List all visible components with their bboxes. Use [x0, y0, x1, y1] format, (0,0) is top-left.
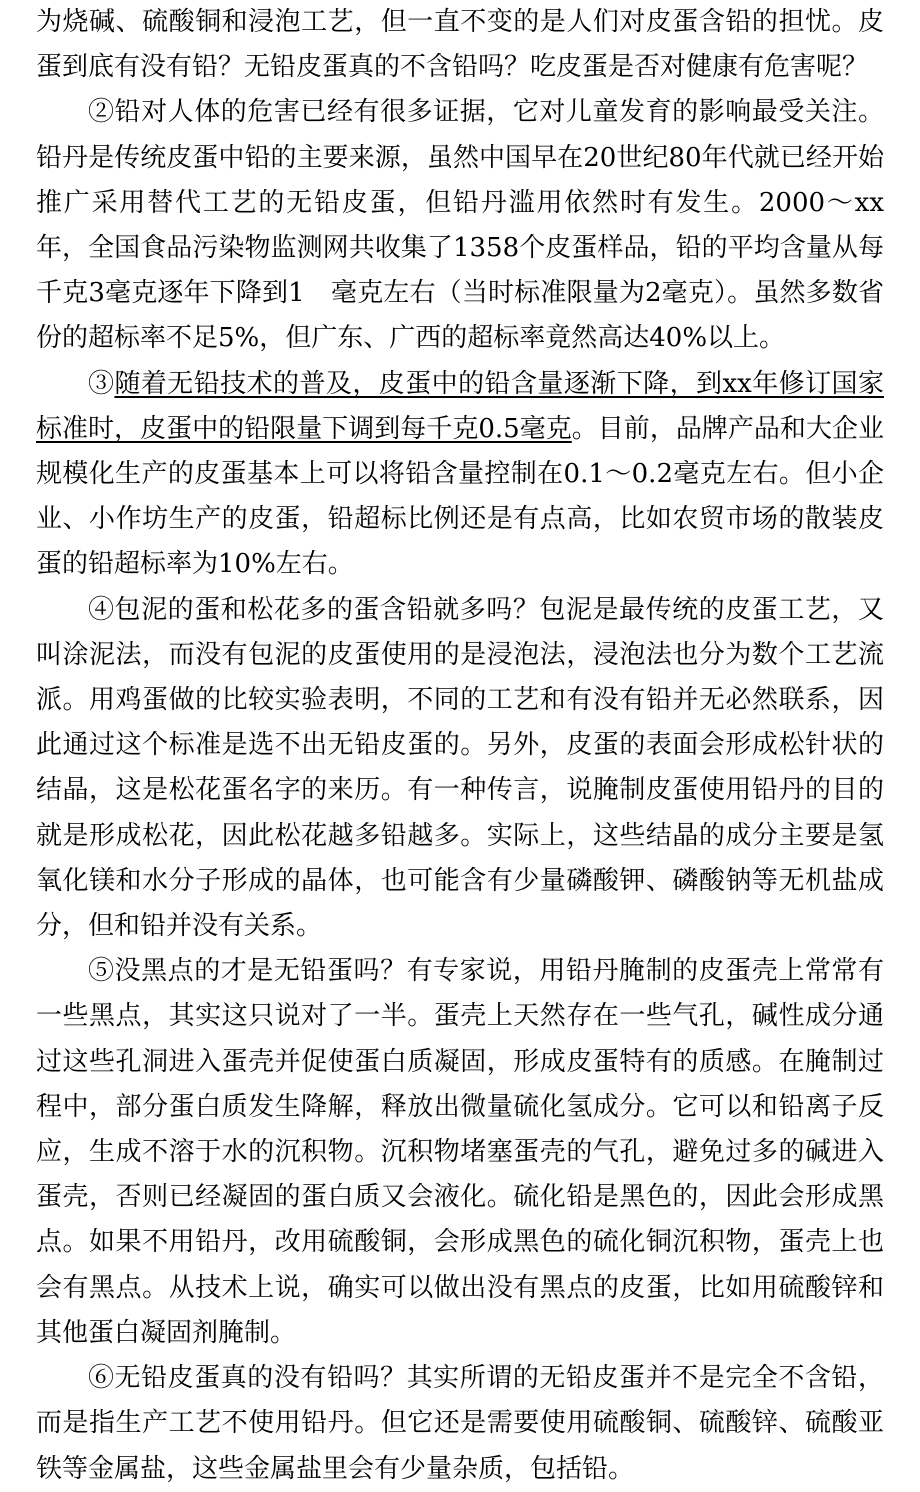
paragraph-3: [36, 362, 884, 588]
paragraph-3-rest: 。目前，品牌产品和大企业规模化生产的皮蛋基本上可以将铅含量控制在0.1～0.2毫克左右。但小企业、小作坊生产的皮蛋，铅超标比例还是有点高，比如农贸市场的散装皮蛋的铅超标率为10%左右。: [36, 413, 884, 580]
paragraph-6: ⑥无铅皮蛋真的没有铅吗？其实所谓的无铅皮蛋并不是完全不含铅，而是指生产工艺不使用铅丹。但它还是需要使用硫酸铜、硫酸锌、硫酸亚铁等金属盐，这些金属盐里会有少量杂质，包括铅。: [36, 1363, 884, 1484]
paragraph-5: ⑤没黑点的才是无铅蛋吗？有专家说，用铅丹腌制的皮蛋壳上常常有一些黑点，其实这只说对了一半。蛋壳上天然存在一些气孔，碱性成分通过这些孔洞进入蛋壳并促使蛋白质凝固，形成皮蛋特有的质感。在腌制过程中，部分蛋白质发生降解，释放出微量硫化氢成分。它可以和铅离子反应，生成不溶于水的沉积物。沉积物堵塞蛋壳的气孔，避免过多的碱进入蛋壳，否则已经凝固的蛋白质又会液化。硫化铅是黑色的，因此会形成黑点。如果不用铅丹，改用硫酸铜，会形成黑色的硫化铜沉积物，蛋壳上也会有黑点。从技术上说，确实可以做出没有黑点的皮蛋，比如用硫酸锌和其他蛋白凝固剂腌制。: [36, 956, 884, 1348]
paragraph-3-underlined-sentence: 随着无铅技术的普及，皮蛋中的铅含量逐渐下降，到xx年修订国家标准时，皮蛋中的铅限量下调到每千克0.5毫克: [36, 368, 884, 444]
paragraph-2: ②铅对人体的危害已经有很多证据，它对儿童发育的影响最受关注。铅丹是传统皮蛋中铅的主要来源，虽然中国早在20世纪80年代就已经开始推广采用替代工艺的无铅皮蛋，但铅丹滥用依然时有发生。2000～xx年，全国食品污染物监测网共收集了1358个皮蛋样品，铅的平均含量从每千克3毫克逐年下降到1 毫克左右（当时标准限量为2毫克）。虽然多数省份的超标率不足5%，但广东、广西的超标率竟然高达40%以上。: [36, 97, 884, 354]
paragraph-3-marker: ③: [88, 368, 115, 399]
paragraph-4: ④包泥的蛋和松花多的蛋含铅就多吗？包泥是最传统的皮蛋工艺，又叫涂泥法，而没有包泥的皮蛋使用的是浸泡法，浸泡法也分为数个工艺流派。用鸡蛋做的比较实验表明，不同的工艺和有没有铅并无必然联系，因此通过这个标准是选不出无铅皮蛋的。另外，皮蛋的表面会形成松针状的结晶，这是松花蛋名字的来历。有一种传言，说腌制皮蛋使用铅丹的目的就是形成松花，因此松花越多铅越多。实际上，这些结晶的成分主要是氢氧化镁和水分子形成的晶体，也可能含有少量磷酸钾、磷酸钠等无机盐成分，但和铅并没有关系。: [36, 594, 884, 942]
paragraph-intro-tail: 为烧碱、硫酸铜和浸泡工艺，但一直不变的是人们对皮蛋含铅的担忧。皮蛋到底有没有铅？无铅皮蛋真的不含铅吗？吃皮蛋是否对健康有危害呢？: [36, 7, 884, 83]
